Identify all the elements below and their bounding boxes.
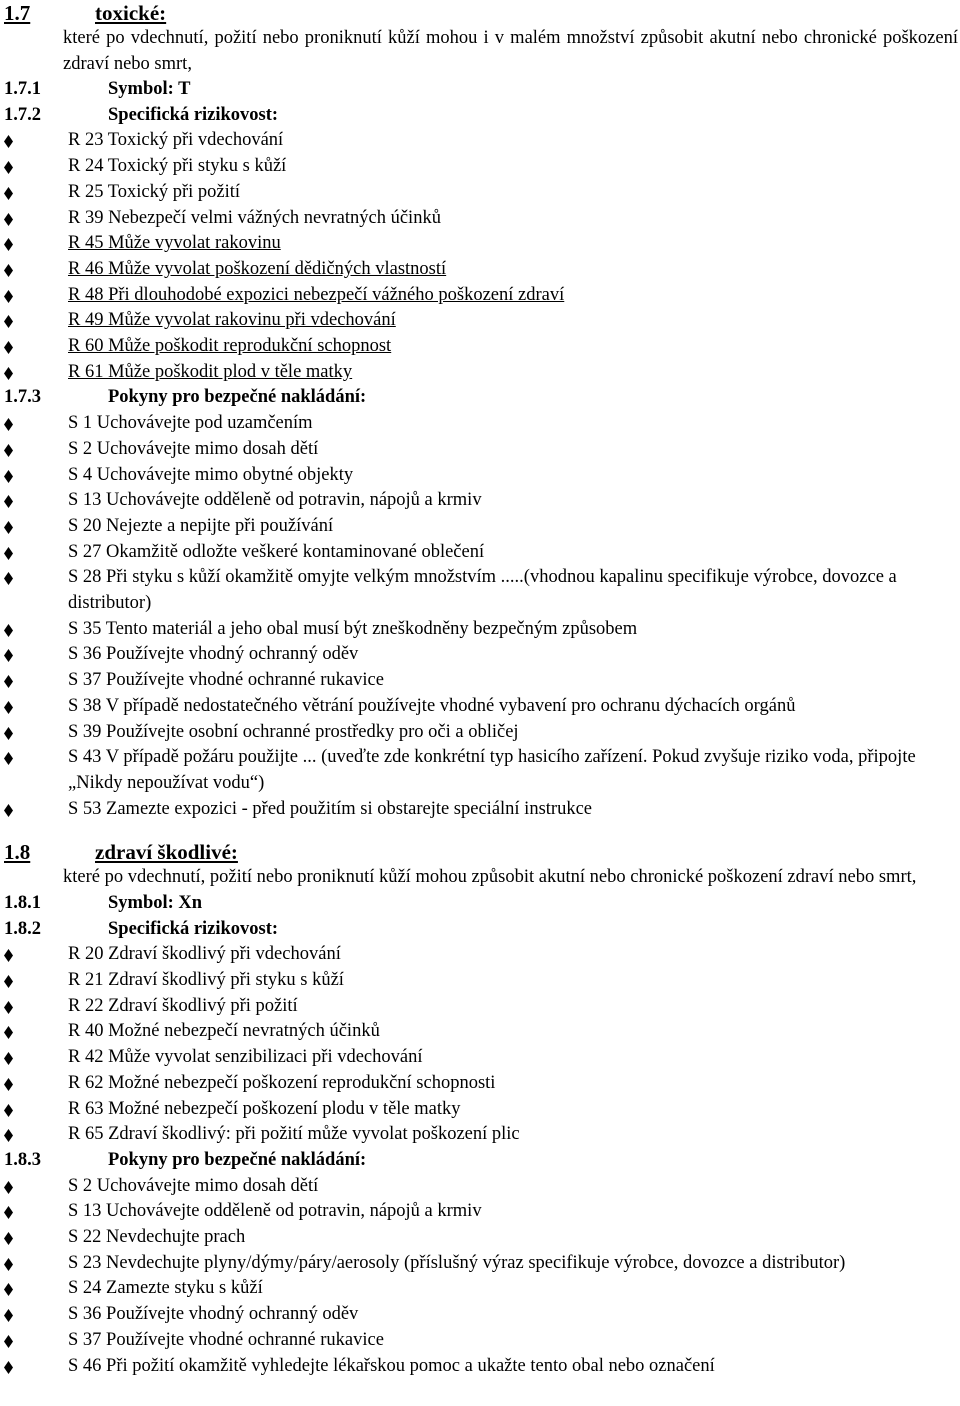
list-item <box>4 1302 960 1328</box>
risk-heading <box>4 103 960 129</box>
diamond-bullet-icon <box>4 1302 68 1328</box>
diamond-bullet-icon <box>4 797 68 823</box>
diamond-bullet-icon <box>4 1225 68 1251</box>
diamond-bullet-icon <box>4 642 68 668</box>
list-item <box>4 257 960 283</box>
list-item-text: R 45 Může vyvolat rakovinu <box>68 233 281 254</box>
safety-heading <box>4 1148 960 1174</box>
diamond-bullet-icon <box>4 1199 68 1225</box>
list-item-text: R 42 Může vyvolat senzibilizaci při vdechování <box>68 1047 423 1068</box>
diamond-bullet-icon <box>4 617 68 643</box>
list-item-text: S 20 Nejezte a nepijte při používání <box>68 515 334 536</box>
list-item <box>4 1019 960 1045</box>
list-item <box>4 942 960 968</box>
list-item <box>4 694 960 720</box>
list-item-text: S 2 Uchovávejte mimo dosah dětí <box>68 438 319 459</box>
list-item <box>4 154 960 180</box>
list-item <box>4 1251 960 1277</box>
list-item <box>4 1174 960 1200</box>
list-item <box>4 334 960 360</box>
subsection-title: Pokyny pro bezpečné nakládání: <box>108 387 367 408</box>
list-item-text: R 20 Zdraví škodlivý při vdechování <box>68 944 341 965</box>
list-item <box>4 565 960 616</box>
list-item <box>4 668 960 694</box>
list-item <box>4 180 960 206</box>
list-item-text: R 62 Možné nebezpečí poškození reprodukční schopnosti <box>68 1072 496 1093</box>
list-item <box>4 968 960 994</box>
list-item-text: R 65 Zdraví škodlivý: při požití může vyvolat poškození plic <box>68 1124 520 1145</box>
diamond-bullet-icon <box>4 437 68 463</box>
diamond-bullet-icon <box>4 128 68 154</box>
list-item-text: R 23 Toxický při vdechování <box>68 130 284 151</box>
list-item-text: S 28 Při styku s kůží okamžitě omyjte velkým množstvím .....(vhodnou kapalinu specifikuje výrobce, dovozce a distributor) <box>68 567 897 614</box>
diamond-bullet-icon <box>4 334 68 360</box>
subsection-number: 1.8.2 <box>4 918 41 939</box>
list-item-text: S 2 Uchovávejte mimo dosah dětí <box>68 1175 319 1196</box>
list-item-text: S 35 Tento materiál a jeho obal musí být zneškodněny bezpečným způsobem <box>68 618 638 639</box>
list-item-text: R 48 Při dlouhodobé expozici nebezpečí vážného poškození zdraví <box>68 284 565 305</box>
diamond-bullet-icon <box>4 1071 68 1097</box>
section-harmful <box>4 839 960 1379</box>
list-item <box>4 797 960 823</box>
list-item-text: R 21 Zdraví škodlivý při styku s kůží <box>68 970 344 990</box>
list-item-text: S 37 Používejte vhodné ochranné rukavice <box>68 1329 384 1350</box>
list-item <box>4 994 960 1020</box>
diamond-bullet-icon <box>4 720 68 746</box>
subsection-title: Symbol: Xn <box>108 892 203 913</box>
diamond-bullet-icon <box>4 206 68 232</box>
section-heading <box>4 0 960 26</box>
list-item-text: S 36 Používejte vhodný ochranný oděv <box>68 1304 359 1325</box>
list-item-text: R 22 Zdraví škodlivý při požití <box>68 995 298 1016</box>
list-item-text: S 37 Používejte vhodné ochranné rukavice <box>68 670 384 691</box>
diamond-bullet-icon <box>4 257 68 283</box>
list-item <box>4 1045 960 1071</box>
list-item <box>4 1276 960 1302</box>
list-item-text: R 46 Může vyvolat poškození dědičných vlastností <box>68 258 447 279</box>
diamond-bullet-icon <box>4 540 68 566</box>
diamond-bullet-icon <box>4 565 68 591</box>
list-item-text: R 49 Může vyvolat rakovinu při vdechování <box>68 310 396 331</box>
list-item-text: S 1 Uchovávejte pod uzamčením <box>68 413 313 434</box>
symbol-heading <box>4 891 960 917</box>
list-item <box>4 206 960 232</box>
list-item <box>4 642 960 668</box>
diamond-bullet-icon <box>4 1328 68 1354</box>
list-item <box>4 360 960 386</box>
diamond-bullet-icon <box>4 942 68 968</box>
list-item-text: S 13 Uchovávejte odděleně od potravin, nápojů a krmiv <box>68 490 482 511</box>
list-item-text: R 24 Toxický při styku s kůží <box>68 156 287 177</box>
risk-list <box>4 128 960 385</box>
list-item-text: S 24 Zamezte styku s kůží <box>68 1278 263 1299</box>
list-item <box>4 720 960 746</box>
subsection-number: 1.7.1 <box>4 79 41 99</box>
list-item <box>4 283 960 309</box>
section-description: které po vdechnutí, požití nebo proniknutí kůží mohou i v malém množství způsobit akutní nebo chronické poškození zdraví nebo smrt, <box>63 28 958 74</box>
section-number: 1.7 <box>4 1 31 25</box>
diamond-bullet-icon <box>4 308 68 334</box>
list-item-text: R 25 Toxický při požití <box>68 181 241 202</box>
diamond-bullet-icon <box>4 1045 68 1071</box>
diamond-bullet-icon <box>4 745 68 771</box>
subsection-number: 1.8.1 <box>4 892 41 913</box>
diamond-bullet-icon <box>4 968 68 994</box>
diamond-bullet-icon <box>4 231 68 257</box>
diamond-bullet-icon <box>4 694 68 720</box>
subsection-title: Pokyny pro bezpečné nakládání: <box>108 1149 367 1170</box>
list-item-text: R 60 Může poškodit reprodukční schopnost <box>68 336 392 357</box>
diamond-bullet-icon <box>4 488 68 514</box>
list-item-text: S 46 Při požití okamžitě vyhledejte lékařskou pomoc a ukažte tento obal nebo označení <box>68 1355 715 1376</box>
list-item <box>4 437 960 463</box>
section-description: které po vdechnutí, požití nebo proniknutí kůží mohou způsobit akutní nebo chronické poškození zdraví nebo smrt, <box>63 867 917 888</box>
section-gap <box>4 822 960 839</box>
section-title: toxické: <box>95 1 167 25</box>
list-item-text: S 23 Nevdechujte plyny/dýmy/páry/aerosoly (příslušný výraz specifikuje výrobce, dovozce a distributor) <box>68 1252 846 1273</box>
list-item <box>4 1328 960 1354</box>
list-item-text: S 39 Používejte osobní ochranné prostředky pro oči a obličej <box>68 721 519 742</box>
list-item <box>4 1071 960 1097</box>
list-item-text: S 22 Nevdechujte prach <box>68 1227 246 1248</box>
list-item-text: S 53 Zamezte expozici - před použitím si obstarejte speciální instrukce <box>68 798 592 819</box>
list-item-text: S 36 Používejte vhodný ochranný oděv <box>68 644 359 665</box>
diamond-bullet-icon <box>4 1019 68 1045</box>
subsection-number: 1.8.3 <box>4 1149 41 1170</box>
diamond-bullet-icon <box>4 1097 68 1123</box>
diamond-bullet-icon <box>4 180 68 206</box>
list-item-text: R 40 Možné nebezpečí nevratných účinků <box>68 1021 380 1042</box>
list-item <box>4 540 960 566</box>
subsection-number: 1.7.2 <box>4 104 41 125</box>
section-heading <box>4 839 960 865</box>
safety-heading <box>4 385 960 411</box>
list-item <box>4 411 960 437</box>
list-item-text: S 43 V případě požáru použijte ... (uveďte zde konkrétní typ hasicího zařízení. Pokud zvyšuje riziko voda, připojte „Nikdy nepoužívat vodu“) <box>68 747 916 793</box>
diamond-bullet-icon <box>4 360 68 386</box>
diamond-bullet-icon <box>4 1251 68 1277</box>
list-item <box>4 1225 960 1251</box>
list-item-text: S 13 Uchovávejte odděleně od potravin, nápojů a krmiv <box>68 1201 482 1222</box>
diamond-bullet-icon <box>4 994 68 1020</box>
list-item <box>4 128 960 154</box>
section-toxic <box>4 0 960 822</box>
list-item-text: R 61 Může poškodit plod v těle matky <box>68 361 353 382</box>
list-item <box>4 308 960 334</box>
diamond-bullet-icon <box>4 463 68 489</box>
safety-list <box>4 411 960 822</box>
subsection-title: Specifická rizikovost: <box>108 104 279 125</box>
subsection-title: Specifická rizikovost: <box>108 918 279 939</box>
diamond-bullet-icon <box>4 1174 68 1200</box>
diamond-bullet-icon <box>4 1276 68 1302</box>
list-item <box>4 1354 960 1380</box>
list-item <box>4 231 960 257</box>
list-item <box>4 514 960 540</box>
list-item-text: S 38 V případě nedostatečného větrání používejte vhodné vybavení pro ochranu dýchacích orgánů <box>68 695 796 716</box>
list-item <box>4 745 960 796</box>
list-item-text: S 27 Okamžitě odložte veškeré kontaminované oblečení <box>68 541 485 562</box>
section-title: zdraví škodlivé: <box>95 840 238 865</box>
diamond-bullet-icon <box>4 411 68 437</box>
list-item <box>4 1122 960 1148</box>
section-number: 1.8 <box>4 840 31 865</box>
list-item <box>4 463 960 489</box>
risk-list <box>4 942 960 1148</box>
list-item <box>4 1097 960 1123</box>
document-page <box>4 0 960 1379</box>
symbol-heading <box>4 77 960 103</box>
list-item-text: S 4 Uchovávejte mimo obytné objekty <box>68 464 354 485</box>
diamond-bullet-icon <box>4 668 68 694</box>
risk-heading <box>4 917 960 943</box>
list-item-text: R 39 Nebezpečí velmi vážných nevratných účinků <box>68 207 441 228</box>
subsection-number: 1.7.3 <box>4 387 41 408</box>
subsection-title: Symbol: T <box>108 79 191 99</box>
list-item-text: R 63 Možné nebezpečí poškození plodu v těle matky <box>68 1098 461 1119</box>
list-item <box>4 617 960 643</box>
list-item <box>4 488 960 514</box>
diamond-bullet-icon <box>4 1354 68 1380</box>
diamond-bullet-icon <box>4 514 68 540</box>
list-item <box>4 1199 960 1225</box>
diamond-bullet-icon <box>4 283 68 309</box>
safety-list <box>4 1174 960 1380</box>
diamond-bullet-icon <box>4 1122 68 1148</box>
diamond-bullet-icon <box>4 154 68 180</box>
